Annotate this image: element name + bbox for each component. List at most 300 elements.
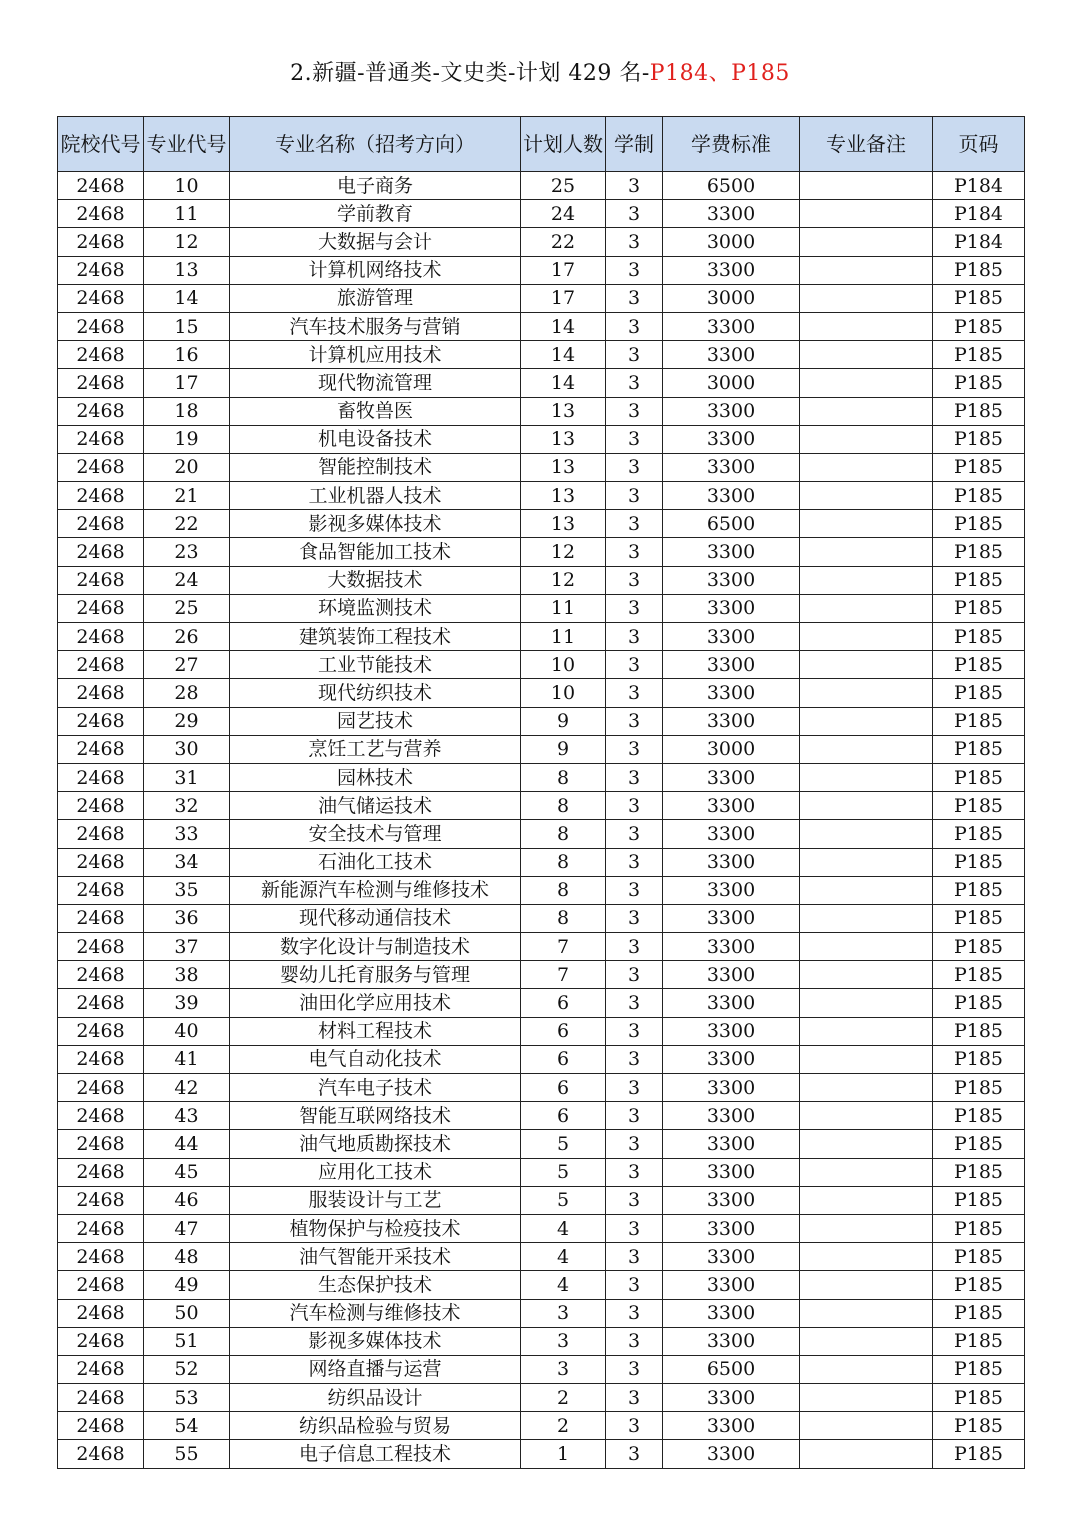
header-major-code: 专业代号 — [144, 117, 230, 172]
table-row — [58, 876, 1025, 904]
cell-school-code: 2468 — [58, 792, 144, 820]
cell-duration: 3 — [606, 904, 663, 932]
cell-major-name: 影视多媒体技术 — [230, 1327, 521, 1355]
cell-plan-count: 7 — [521, 961, 606, 989]
cell-school-code: 2468 — [58, 566, 144, 594]
table-row — [58, 172, 1025, 200]
cell-school-code: 2468 — [58, 651, 144, 679]
table-row — [58, 707, 1025, 735]
cell-school-code: 2468 — [58, 961, 144, 989]
cell-duration: 3 — [606, 1158, 663, 1186]
cell-duration: 3 — [606, 256, 663, 284]
cell-school-code: 2468 — [58, 284, 144, 312]
cell-school-code: 2468 — [58, 735, 144, 763]
cell-major-code: 50 — [144, 1299, 230, 1327]
cell-major-code: 31 — [144, 763, 230, 791]
cell-notes — [800, 933, 933, 961]
cell-duration: 3 — [606, 1271, 663, 1299]
cell-notes — [800, 1045, 933, 1073]
cell-notes — [800, 679, 933, 707]
cell-plan-count: 12 — [521, 566, 606, 594]
cell-school-code: 2468 — [58, 989, 144, 1017]
cell-page: P185 — [933, 876, 1025, 904]
cell-school-code: 2468 — [58, 397, 144, 425]
cell-major-code: 36 — [144, 904, 230, 932]
cell-notes — [800, 989, 933, 1017]
cell-major-name: 大数据与会计 — [230, 228, 521, 256]
cell-tuition: 3300 — [663, 623, 800, 651]
cell-page: P184 — [933, 200, 1025, 228]
cell-duration: 3 — [606, 1243, 663, 1271]
cell-page: P185 — [933, 820, 1025, 848]
table-row — [58, 1074, 1025, 1102]
cell-tuition: 3300 — [663, 792, 800, 820]
cell-notes — [800, 172, 933, 200]
cell-major-name: 纺织品设计 — [230, 1384, 521, 1412]
table-row — [58, 1384, 1025, 1412]
cell-major-code: 43 — [144, 1102, 230, 1130]
cell-tuition: 3300 — [663, 1074, 800, 1102]
cell-plan-count: 8 — [521, 820, 606, 848]
cell-tuition: 3300 — [663, 1158, 800, 1186]
cell-plan-count: 17 — [521, 284, 606, 312]
cell-major-name: 计算机网络技术 — [230, 256, 521, 284]
cell-plan-count: 8 — [521, 904, 606, 932]
cell-major-name: 园林技术 — [230, 763, 521, 791]
table-row — [58, 482, 1025, 510]
cell-plan-count: 3 — [521, 1299, 606, 1327]
table-header-row — [58, 117, 1025, 172]
cell-major-name: 机电设备技术 — [230, 425, 521, 453]
cell-major-name: 安全技术与管理 — [230, 820, 521, 848]
cell-school-code: 2468 — [58, 763, 144, 791]
page-title — [0, 56, 1080, 87]
cell-duration: 3 — [606, 623, 663, 651]
cell-page: P185 — [933, 1271, 1025, 1299]
table-row — [58, 904, 1025, 932]
cell-page: P185 — [933, 735, 1025, 763]
cell-notes — [800, 848, 933, 876]
cell-school-code: 2468 — [58, 312, 144, 340]
cell-major-name: 智能互联网络技术 — [230, 1102, 521, 1130]
cell-duration: 3 — [606, 1017, 663, 1045]
cell-page: P185 — [933, 538, 1025, 566]
cell-school-code: 2468 — [58, 1384, 144, 1412]
cell-tuition: 3300 — [663, 651, 800, 679]
cell-major-name: 大数据技术 — [230, 566, 521, 594]
table-row — [58, 510, 1025, 538]
cell-page: P185 — [933, 397, 1025, 425]
header-major-name: 专业名称（招考方向） — [230, 117, 521, 172]
cell-page: P185 — [933, 961, 1025, 989]
cell-plan-count: 12 — [521, 538, 606, 566]
cell-duration: 3 — [606, 453, 663, 481]
cell-plan-count: 6 — [521, 1017, 606, 1045]
cell-major-name: 烹饪工艺与营养 — [230, 735, 521, 763]
cell-duration: 3 — [606, 707, 663, 735]
cell-page: P185 — [933, 1243, 1025, 1271]
cell-school-code: 2468 — [58, 848, 144, 876]
cell-tuition: 3300 — [663, 566, 800, 594]
cell-major-name: 网络直播与运营 — [230, 1355, 521, 1383]
cell-plan-count: 9 — [521, 735, 606, 763]
cell-major-name: 现代移动通信技术 — [230, 904, 521, 932]
cell-page: P185 — [933, 510, 1025, 538]
cell-major-name: 电气自动化技术 — [230, 1045, 521, 1073]
cell-major-name: 植物保护与检疫技术 — [230, 1214, 521, 1242]
cell-tuition: 3300 — [663, 1299, 800, 1327]
cell-notes — [800, 284, 933, 312]
cell-tuition: 3300 — [663, 1017, 800, 1045]
cell-tuition: 3300 — [663, 933, 800, 961]
cell-page: P185 — [933, 1214, 1025, 1242]
cell-duration: 3 — [606, 1327, 663, 1355]
cell-school-code: 2468 — [58, 1045, 144, 1073]
cell-major-code: 45 — [144, 1158, 230, 1186]
cell-school-code: 2468 — [58, 172, 144, 200]
cell-school-code: 2468 — [58, 369, 144, 397]
cell-major-code: 49 — [144, 1271, 230, 1299]
cell-notes — [800, 1271, 933, 1299]
cell-plan-count: 6 — [521, 1102, 606, 1130]
cell-duration: 3 — [606, 397, 663, 425]
cell-duration: 3 — [606, 820, 663, 848]
cell-major-name: 服装设计与工艺 — [230, 1186, 521, 1214]
cell-tuition: 6500 — [663, 1355, 800, 1383]
cell-major-code: 34 — [144, 848, 230, 876]
cell-duration: 3 — [606, 200, 663, 228]
cell-major-name: 婴幼儿托育服务与管理 — [230, 961, 521, 989]
cell-major-name: 计算机应用技术 — [230, 341, 521, 369]
cell-plan-count: 6 — [521, 1045, 606, 1073]
cell-duration: 3 — [606, 566, 663, 594]
cell-plan-count: 10 — [521, 679, 606, 707]
cell-page: P185 — [933, 256, 1025, 284]
cell-tuition: 3300 — [663, 453, 800, 481]
cell-tuition: 3300 — [663, 1045, 800, 1073]
cell-plan-count: 14 — [521, 369, 606, 397]
cell-school-code: 2468 — [58, 1299, 144, 1327]
table-row — [58, 1158, 1025, 1186]
cell-page: P185 — [933, 1412, 1025, 1440]
cell-major-name: 园艺技术 — [230, 707, 521, 735]
cell-school-code: 2468 — [58, 1271, 144, 1299]
cell-tuition: 3300 — [663, 1412, 800, 1440]
table-row — [58, 763, 1025, 791]
cell-plan-count: 8 — [521, 848, 606, 876]
table-row — [58, 341, 1025, 369]
cell-duration: 3 — [606, 594, 663, 622]
cell-major-code: 41 — [144, 1045, 230, 1073]
cell-major-code: 11 — [144, 200, 230, 228]
cell-major-code: 30 — [144, 735, 230, 763]
cell-tuition: 3300 — [663, 1186, 800, 1214]
cell-school-code: 2468 — [58, 1074, 144, 1102]
cell-page: P185 — [933, 369, 1025, 397]
cell-plan-count: 7 — [521, 933, 606, 961]
cell-duration: 3 — [606, 989, 663, 1017]
cell-notes — [800, 312, 933, 340]
cell-school-code: 2468 — [58, 820, 144, 848]
cell-plan-count: 1 — [521, 1440, 606, 1468]
cell-notes — [800, 707, 933, 735]
table-row — [58, 735, 1025, 763]
cell-notes — [800, 1186, 933, 1214]
cell-school-code: 2468 — [58, 1102, 144, 1130]
cell-duration: 3 — [606, 1412, 663, 1440]
cell-notes — [800, 425, 933, 453]
table-row — [58, 933, 1025, 961]
cell-page: P185 — [933, 453, 1025, 481]
cell-notes — [800, 538, 933, 566]
cell-notes — [800, 1243, 933, 1271]
cell-notes — [800, 1074, 933, 1102]
cell-tuition: 3300 — [663, 256, 800, 284]
cell-notes — [800, 1384, 933, 1412]
cell-page: P185 — [933, 566, 1025, 594]
cell-major-name: 旅游管理 — [230, 284, 521, 312]
cell-major-name: 建筑装饰工程技术 — [230, 623, 521, 651]
table-row — [58, 848, 1025, 876]
cell-plan-count: 13 — [521, 482, 606, 510]
cell-tuition: 3300 — [663, 397, 800, 425]
cell-duration: 3 — [606, 735, 663, 763]
header-page: 页码 — [933, 117, 1025, 172]
table-row — [58, 369, 1025, 397]
cell-major-name: 食品智能加工技术 — [230, 538, 521, 566]
cell-school-code: 2468 — [58, 453, 144, 481]
cell-tuition: 3000 — [663, 228, 800, 256]
cell-major-code: 15 — [144, 312, 230, 340]
cell-plan-count: 13 — [521, 510, 606, 538]
cell-page: P185 — [933, 651, 1025, 679]
cell-tuition: 3300 — [663, 876, 800, 904]
title-pages: P184、P185 — [649, 61, 790, 86]
cell-major-code: 16 — [144, 341, 230, 369]
cell-tuition: 3300 — [663, 989, 800, 1017]
table-row — [58, 538, 1025, 566]
table-row — [58, 1045, 1025, 1073]
cell-duration: 3 — [606, 792, 663, 820]
cell-page: P185 — [933, 1384, 1025, 1412]
cell-school-code: 2468 — [58, 679, 144, 707]
cell-duration: 3 — [606, 1214, 663, 1242]
cell-page: P185 — [933, 1327, 1025, 1355]
cell-school-code: 2468 — [58, 510, 144, 538]
table-row — [58, 1355, 1025, 1383]
cell-notes — [800, 623, 933, 651]
cell-duration: 3 — [606, 538, 663, 566]
cell-school-code: 2468 — [58, 1327, 144, 1355]
cell-plan-count: 5 — [521, 1158, 606, 1186]
cell-page: P185 — [933, 1045, 1025, 1073]
cell-major-name: 工业机器人技术 — [230, 482, 521, 510]
cell-notes — [800, 1355, 933, 1383]
cell-plan-count: 8 — [521, 876, 606, 904]
cell-major-code: 12 — [144, 228, 230, 256]
cell-tuition: 3300 — [663, 425, 800, 453]
cell-page: P185 — [933, 679, 1025, 707]
table-row — [58, 1299, 1025, 1327]
cell-school-code: 2468 — [58, 623, 144, 651]
cell-page: P185 — [933, 482, 1025, 510]
cell-plan-count: 13 — [521, 397, 606, 425]
table-row — [58, 623, 1025, 651]
cell-tuition: 3300 — [663, 1271, 800, 1299]
cell-page: P185 — [933, 933, 1025, 961]
cell-tuition: 3300 — [663, 1327, 800, 1355]
cell-major-code: 29 — [144, 707, 230, 735]
cell-major-name: 工业节能技术 — [230, 651, 521, 679]
cell-plan-count: 24 — [521, 200, 606, 228]
table-row — [58, 989, 1025, 1017]
cell-school-code: 2468 — [58, 904, 144, 932]
cell-major-code: 44 — [144, 1130, 230, 1158]
cell-school-code: 2468 — [58, 256, 144, 284]
header-plan-count: 计划人数 — [521, 117, 606, 172]
table-row — [58, 453, 1025, 481]
table-row — [58, 1017, 1025, 1045]
table-row — [58, 284, 1025, 312]
cell-page: P185 — [933, 284, 1025, 312]
header-duration: 学制 — [606, 117, 663, 172]
cell-plan-count: 13 — [521, 453, 606, 481]
cell-duration: 3 — [606, 763, 663, 791]
cell-plan-count: 3 — [521, 1327, 606, 1355]
header-tuition: 学费标准 — [663, 117, 800, 172]
cell-major-code: 33 — [144, 820, 230, 848]
enrollment-plan-table — [57, 116, 1025, 1469]
cell-page: P185 — [933, 1102, 1025, 1130]
cell-plan-count: 14 — [521, 341, 606, 369]
cell-duration: 3 — [606, 482, 663, 510]
cell-major-code: 32 — [144, 792, 230, 820]
cell-duration: 3 — [606, 369, 663, 397]
cell-plan-count: 4 — [521, 1214, 606, 1242]
cell-tuition: 3300 — [663, 904, 800, 932]
cell-tuition: 3300 — [663, 820, 800, 848]
cell-major-name: 石油化工技术 — [230, 848, 521, 876]
cell-major-name: 汽车电子技术 — [230, 1074, 521, 1102]
cell-page: P185 — [933, 1074, 1025, 1102]
cell-school-code: 2468 — [58, 594, 144, 622]
cell-notes — [800, 876, 933, 904]
cell-duration: 3 — [606, 876, 663, 904]
cell-plan-count: 6 — [521, 989, 606, 1017]
cell-plan-count: 4 — [521, 1243, 606, 1271]
cell-duration: 3 — [606, 1355, 663, 1383]
cell-plan-count: 10 — [521, 651, 606, 679]
cell-major-code: 13 — [144, 256, 230, 284]
cell-school-code: 2468 — [58, 1440, 144, 1468]
cell-notes — [800, 1017, 933, 1045]
cell-page: P185 — [933, 763, 1025, 791]
cell-major-code: 20 — [144, 453, 230, 481]
cell-plan-count: 3 — [521, 1355, 606, 1383]
table-row — [58, 425, 1025, 453]
cell-major-code: 26 — [144, 623, 230, 651]
cell-major-code: 54 — [144, 1412, 230, 1440]
cell-duration: 3 — [606, 172, 663, 200]
cell-major-code: 46 — [144, 1186, 230, 1214]
cell-major-name: 智能控制技术 — [230, 453, 521, 481]
cell-page: P185 — [933, 1017, 1025, 1045]
cell-notes — [800, 369, 933, 397]
cell-major-code: 14 — [144, 284, 230, 312]
cell-plan-count: 8 — [521, 763, 606, 791]
cell-notes — [800, 792, 933, 820]
cell-duration: 3 — [606, 1045, 663, 1073]
cell-major-name: 油气储运技术 — [230, 792, 521, 820]
cell-school-code: 2468 — [58, 1214, 144, 1242]
cell-tuition: 3300 — [663, 341, 800, 369]
cell-plan-count: 6 — [521, 1074, 606, 1102]
cell-notes — [800, 961, 933, 989]
cell-plan-count: 22 — [521, 228, 606, 256]
cell-notes — [800, 482, 933, 510]
cell-tuition: 6500 — [663, 510, 800, 538]
cell-duration: 3 — [606, 284, 663, 312]
table-row — [58, 651, 1025, 679]
cell-tuition: 3300 — [663, 594, 800, 622]
cell-major-code: 23 — [144, 538, 230, 566]
cell-major-name: 纺织品检验与贸易 — [230, 1412, 521, 1440]
cell-tuition: 6500 — [663, 172, 800, 200]
cell-major-code: 25 — [144, 594, 230, 622]
cell-notes — [800, 566, 933, 594]
cell-major-name: 影视多媒体技术 — [230, 510, 521, 538]
cell-tuition: 3300 — [663, 200, 800, 228]
cell-tuition: 3000 — [663, 369, 800, 397]
cell-major-name: 现代物流管理 — [230, 369, 521, 397]
cell-page: P184 — [933, 172, 1025, 200]
table-row — [58, 1440, 1025, 1468]
cell-notes — [800, 256, 933, 284]
cell-plan-count: 5 — [521, 1186, 606, 1214]
cell-tuition: 3300 — [663, 1130, 800, 1158]
cell-school-code: 2468 — [58, 228, 144, 256]
cell-notes — [800, 1327, 933, 1355]
cell-major-code: 53 — [144, 1384, 230, 1412]
cell-duration: 3 — [606, 1384, 663, 1412]
cell-notes — [800, 341, 933, 369]
cell-duration: 3 — [606, 341, 663, 369]
cell-plan-count: 25 — [521, 172, 606, 200]
cell-duration: 3 — [606, 651, 663, 679]
cell-duration: 3 — [606, 679, 663, 707]
cell-page: P185 — [933, 312, 1025, 340]
cell-notes — [800, 594, 933, 622]
table-row — [58, 1327, 1025, 1355]
cell-major-name: 电子商务 — [230, 172, 521, 200]
table-row — [58, 820, 1025, 848]
cell-duration: 3 — [606, 848, 663, 876]
cell-major-name: 油气地质勘探技术 — [230, 1130, 521, 1158]
cell-major-code: 35 — [144, 876, 230, 904]
cell-plan-count: 5 — [521, 1130, 606, 1158]
cell-notes — [800, 735, 933, 763]
cell-notes — [800, 763, 933, 791]
cell-page: P184 — [933, 228, 1025, 256]
table-row — [58, 792, 1025, 820]
cell-major-name: 学前教育 — [230, 200, 521, 228]
cell-notes — [800, 1102, 933, 1130]
cell-notes — [800, 510, 933, 538]
cell-notes — [800, 651, 933, 679]
cell-major-code: 27 — [144, 651, 230, 679]
cell-plan-count: 2 — [521, 1412, 606, 1440]
cell-major-name: 材料工程技术 — [230, 1017, 521, 1045]
